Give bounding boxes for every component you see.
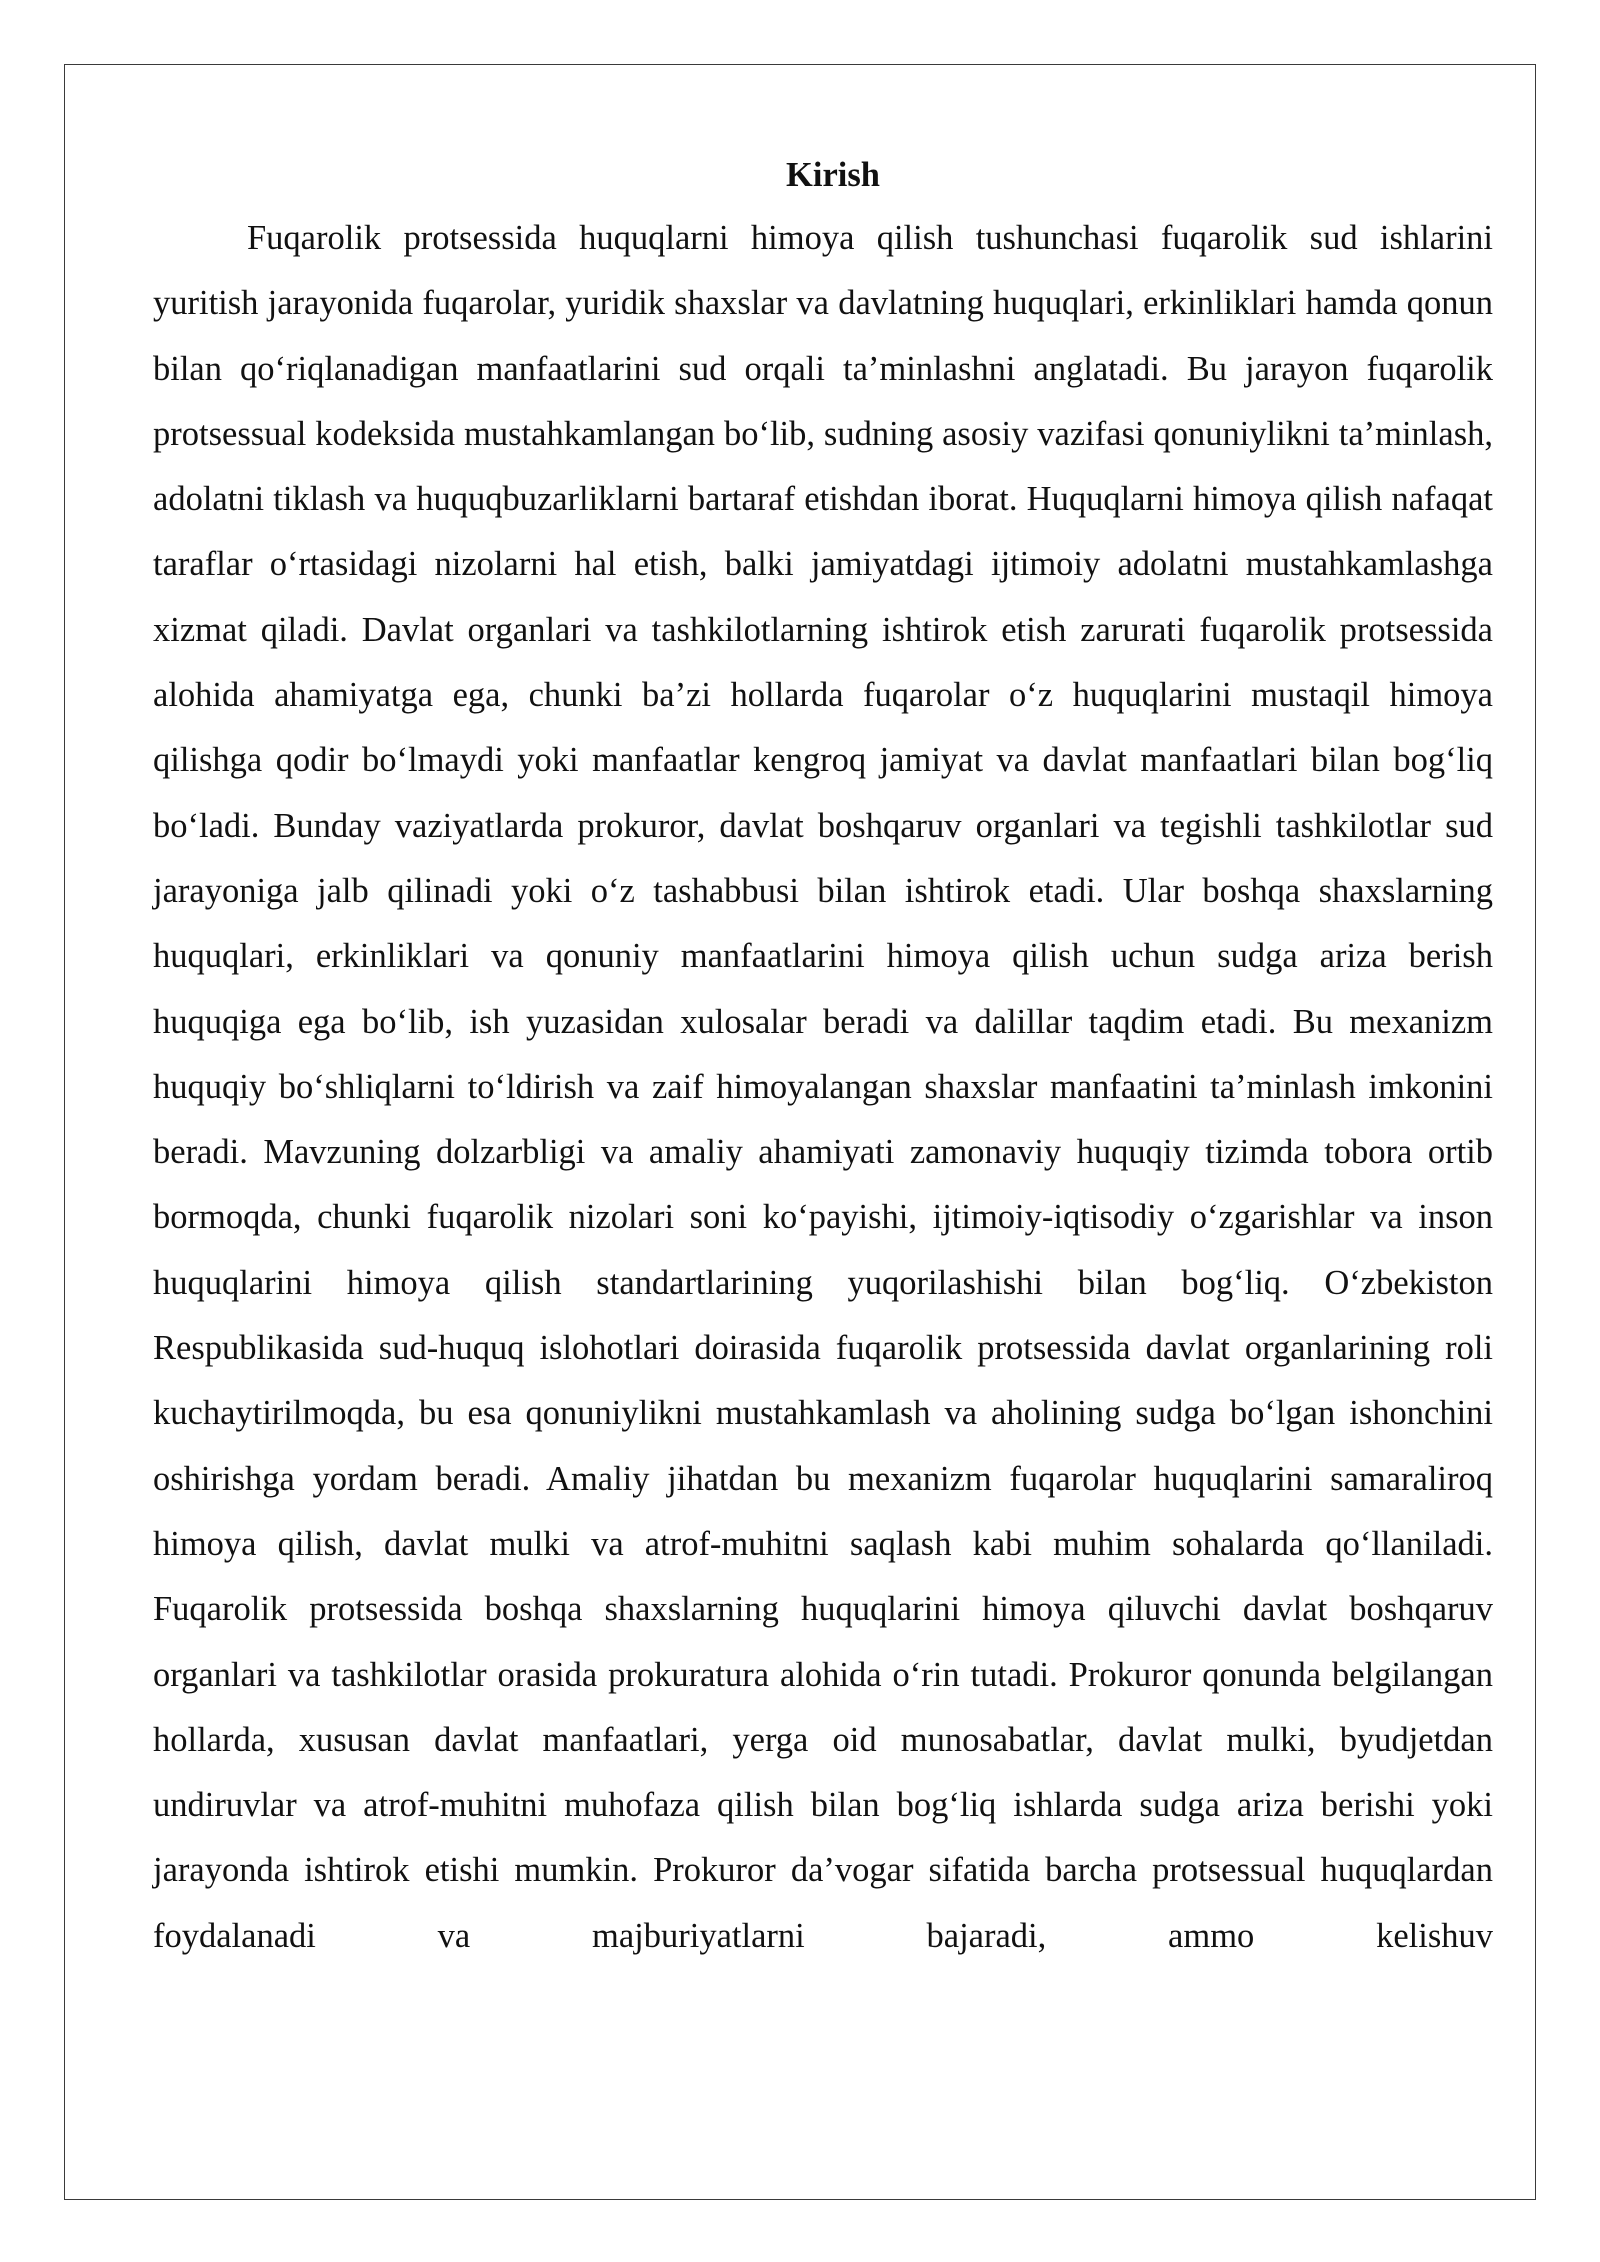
- document-content: [153, 144, 1493, 1969]
- document-body-paragraph: Fuqarolik protsessida huquqlarni himoya qilish tushunchasi fuqarolik sud ishlarini yuritish jarayonida fuqarolar, yuridik shaxslar va davlatning huquqlari, erkinliklari hamda qonun bilan qo‘riqlanadigan manfaatlarini sud orqali ta’minlashni anglatadi. Bu jarayon fuqarolik protsessual kodeksida mustahkamlangan bo‘lib, sudning asosiy vazifasi qonuniylikni ta’minlash, adolatni tiklash va huquqbuzarliklarni bartaraf etishdan iborat. Huquqlarni himoya qilish nafaqat taraflar o‘rtasidagi nizolarni hal etish, balki jamiyatdagi ijtimoiy adolatni mustahkamlashga xizmat qiladi. Davlat organlari va tashkilotlarning ishtirok etish zarurati fuqarolik protsessida alohida ahamiyatga ega, chunki ba’zi hollarda fuqarolar o‘z huquqlarini mustaqil himoya qilishga qodir bo‘lmaydi yoki manfaatlar kengroq jamiyat va davlat manfaatlari bilan bog‘liq bo‘ladi. Bunday vaziyatlarda prokuror, davlat boshqaruv organlari va tegishli tashkilotlar sud jarayoniga jalb qilinadi yoki o‘z tashabbusi bilan ishtirok etadi. Ular boshqa shaxslarning huquqlari, erkinliklari va qonuniy manfaatlarini himoya qilish uchun sudga ariza berish huquqiga ega bo‘lib, ish yuzasidan xulosalar beradi va dalillar taqdim etadi. Bu mexanizm huquqiy bo‘shliqlarni to‘ldirish va zaif himoyalangan shaxslar manfaatini ta’minlash imkonini beradi. Mavzuning dolzarbligi va amaliy ahamiyati zamonaviy huquqiy tizimda tobora ortib bormoqda, chunki fuqarolik nizolari soni ko‘payishi, ijtimoiy-iqtisodiy o‘zgarishlar va inson huquqlarini himoya qilish standartlarining yuqorilashishi bilan bog‘liq. O‘zbekiston Respublikasida sud-huquq islohotlari doirasida fuqarolik protsessida davlat organlarining roli kuchaytirilmoqda, bu esa qonuniylikni mustahkamlash va aholining sudga bo‘lgan ishonchini oshirishga yordam beradi. Amaliy jihatdan bu mexanizm fuqarolar huquqlarini samaraliroq himoya qilish, davlat mulki va atrof-muhitni saqlash kabi muhim sohalarda qo‘llaniladi. Fuqarolik protsessida boshqa shaxslarning huquqlarini himoya qiluvchi davlat boshqaruv organlari va tashkilotlar orasida prokuratura alohida o‘rin tutadi. Prokuror qonunda belgilangan hollarda, xususan davlat manfaatlari, yerga oid munosabatlar, davlat mulki, byudjetdan undiruvlar va atrof-muhitni muhofaza qilish bilan bog‘liq ishlarda sudga ariza berishi yoki jarayonda ishtirok etishi mumkin. Prokuror da’vogar sifatida barcha protsessual huquqlardan foydalanadi va majburiyatlarni bajaradi, ammo kelishuv: [153, 219, 1493, 1955]
- document-title: Kirish: [786, 156, 880, 194]
